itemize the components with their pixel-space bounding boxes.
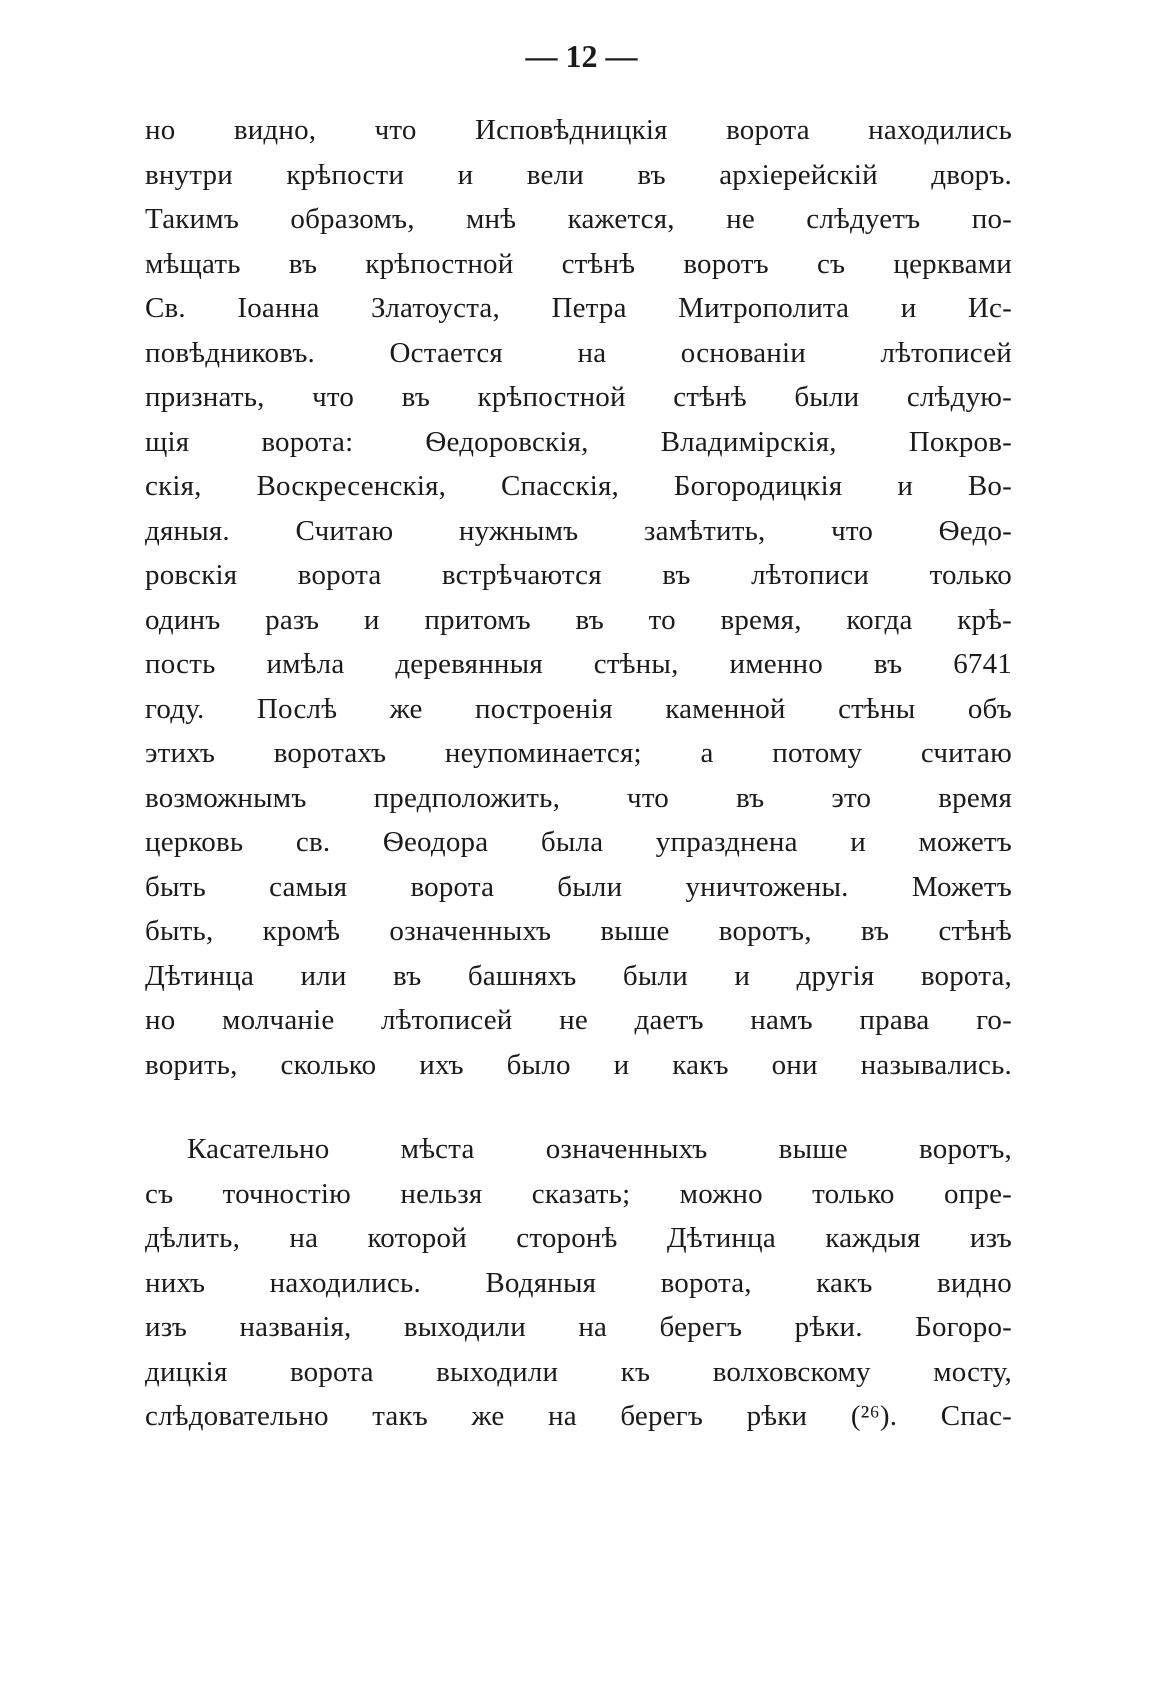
text-line: скія, Воскресенскія, Спасскія, Богородицкія и Во- <box>145 470 1012 502</box>
text-line: нихъ находились. Водяныя ворота, какъ видно <box>145 1266 1012 1299</box>
text-line: мѣщать въ крѣпостной стѣнѣ воротъ съ церквами <box>145 247 1012 280</box>
page-number: — 12 — <box>525 38 638 74</box>
text-line: Касательно мѣста означенныхъ выше воротъ, <box>187 1133 1012 1165</box>
text-line: изъ названія, выходили на берегъ рѣки. Богоро- <box>145 1311 1012 1343</box>
text-line: но молчаніе лѣтописей не даетъ намъ права го- <box>145 1004 1012 1036</box>
text-line: Св. Іоанна Златоуста, Петра Митрополита и Ис- <box>145 292 1012 324</box>
text-line: внутри крѣпости и вели въ архіерейскій дворъ. <box>145 158 1012 191</box>
text-line: этихъ воротахъ неупоминается; а потому считаю <box>145 737 1012 769</box>
paragraph-1 <box>145 108 1012 1087</box>
paragraph-2 <box>145 1127 1012 1439</box>
text-line: пость имѣла деревянныя стѣны, именно въ 6741 <box>145 648 1012 680</box>
text-line: признать, что въ крѣпостной стѣнѣ были слѣдую- <box>145 381 1012 413</box>
text-line: церковь св. Ѳеодора была упразднена и можетъ <box>145 826 1012 858</box>
text-line: Такимъ образомъ, мнѣ кажется, не слѣдуетъ по- <box>145 203 1012 235</box>
text-line: щія ворота: Ѳедоровскія, Владимірскія, Покров- <box>145 425 1012 458</box>
text-line: дяныя. Считаю нужнымъ замѣтить, что Ѳедо- <box>145 514 1012 547</box>
text-line: дицкія ворота выходили къ волховскому мосту, <box>145 1355 1012 1388</box>
text-line: ворить, сколько ихъ было и какъ они назывались. <box>145 1048 1012 1081</box>
text-line: году. Послѣ же построенія каменной стѣны объ <box>145 692 1012 725</box>
text-line: быть самыя ворота были уничтожены. Можетъ <box>145 870 1012 903</box>
text-line: слѣдовательно такъ же на берегъ рѣки (²⁶). Спас- <box>145 1400 1012 1432</box>
text-line: одинъ разъ и притомъ въ то время, когда крѣ- <box>145 603 1012 636</box>
text-line: ровскія ворота встрѣчаются въ лѣтописи только <box>145 559 1012 591</box>
text-line: возможнымъ предположить, что въ это время <box>145 781 1012 814</box>
text-line: но видно, что Исповѣдницкія ворота находились <box>145 114 1012 146</box>
text-line: дѣлить, на которой сторонѣ Дѣтинца каждыя изъ <box>145 1222 1012 1254</box>
text-line: Дѣтинца или въ башняхъ были и другія ворота, <box>145 959 1012 992</box>
text-line: съ точностію нельзя сказать; можно только опре- <box>145 1177 1012 1210</box>
text-line: повѣдниковъ. Остается на основаніи лѣтописей <box>145 336 1012 369</box>
text-line: быть, кромѣ означенныхъ выше воротъ, въ стѣнѣ <box>145 915 1012 947</box>
